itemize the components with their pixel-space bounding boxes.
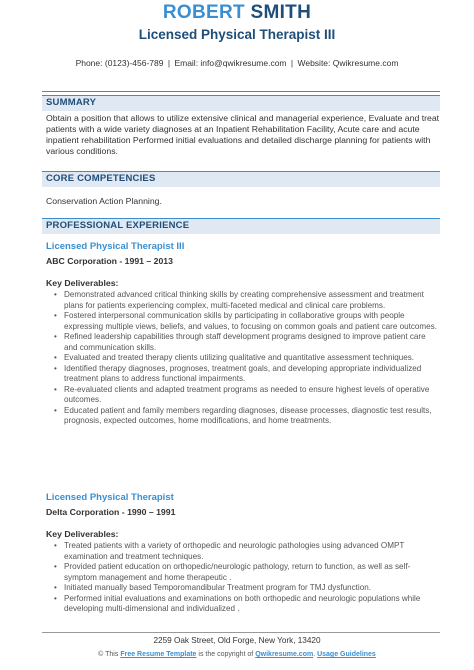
core-competencies-heading xyxy=(42,171,440,187)
list-item: • Re-evaluated clients and adapted treatment programs as needed to ensure highest levels of operative outcomes. xyxy=(46,385,440,406)
job-title: Licensed Physical Therapist xyxy=(46,492,174,503)
header-divider xyxy=(42,91,440,92)
list-item: • Demonstrated advanced critical thinking skills by creating comprehensive assessment and treatment plans for patients experiencing complex, multi-faceted medical and clinical care problems. xyxy=(46,290,440,311)
list-item: • Fostered interpersonal communication skills by participating in collaborative groups with people expressing multiple views, beliefs, and values, to focusing on common goals and patient care outcomes. xyxy=(46,311,440,332)
footer-address: 2259 Oak Street, Old Forge, New York, 13420 xyxy=(153,636,321,645)
job-bullets xyxy=(46,290,440,427)
contact-line xyxy=(0,58,474,69)
last-name: SMITH xyxy=(250,2,312,23)
qwikresume-link[interactable]: Qwikresume.com xyxy=(255,651,314,658)
key-deliverables-label: Key Deliverables: xyxy=(46,278,119,288)
key-deliverables-label: Key Deliverables: xyxy=(46,529,119,539)
list-item: • Identified therapy diagnoses, prognoses, treatment goals, and developing appropriate individualized treatment plans to address functional impairments. xyxy=(46,364,440,385)
candidate-name xyxy=(0,2,474,24)
website: Website: Qwikresume.com xyxy=(297,58,399,68)
summary-heading xyxy=(42,95,440,111)
job-bullets xyxy=(46,541,440,615)
resume-header xyxy=(0,0,474,69)
experience-heading xyxy=(42,218,440,234)
core-competencies-heading-label: CORE COMPETENCIES xyxy=(46,173,156,184)
credit-middle: is the copyright of xyxy=(198,651,254,658)
credit-prefix: © This xyxy=(98,651,119,658)
list-item: • Performed initial evaluations and examinations on both orthopedic and neurologic populations while developing multi-dimensional and individualized . xyxy=(46,594,440,615)
first-name: ROBERT xyxy=(162,2,245,23)
footer-credit: © This Free Resume Template is the copyright of Qwikresume.com. Usage Guidelines xyxy=(98,651,376,658)
summary-heading-label: SUMMARY xyxy=(46,97,97,108)
job-company: Delta Corporation - 1990 – 1991 xyxy=(46,507,176,517)
list-item: • Educated patient and family members regarding diagnoses, disease processes, diagnostic test results, prognosis, expected outcomes, home modifications, and home treatments. xyxy=(46,406,440,427)
list-item: • Refined leadership capabilities through staff development programs designed to improve patient care and communication skills. xyxy=(46,332,440,353)
email: Email: info@qwikresume.com xyxy=(174,58,287,68)
usage-guidelines-link[interactable]: Usage Guidelines xyxy=(317,651,376,658)
contact-separator: | xyxy=(290,58,294,68)
list-item: • Evaluated and treated therapy clients utilizing qualitative and quantitative assessment techniques. xyxy=(46,353,440,364)
list-item: • Provided patient education on orthopedic/neurologic pathology, return to function, as well as self-symptom management and home therapeutic . xyxy=(46,562,440,583)
phone: Phone: (0123)-456-789 xyxy=(75,58,164,68)
footer-divider xyxy=(42,632,440,633)
experience-heading-label: PROFESSIONAL EXPERIENCE xyxy=(46,220,190,231)
job-title: Licensed Physical Therapist III xyxy=(46,241,185,252)
summary-text: Obtain a position that allows to utilize extensive clinical and managerial experience, Evaluate and treat patients with a wide variety diagnoses at an Inpatient Rehabilitation Facility, Acute care and acute inpatient rehabilitation Performed initial evaluations and detailed discharge planning for patients with various conditions. xyxy=(46,113,440,156)
list-item: • Treated patients with a variety of orthopedic and neurologic pathologies using advanced OMPT examination and treatment techniques. xyxy=(46,541,440,562)
contact-separator: | xyxy=(167,58,171,68)
job-company: ABC Corporation - 1991 – 2013 xyxy=(46,256,173,266)
candidate-title: Licensed Physical Therapist III xyxy=(138,27,336,42)
free-resume-template-link[interactable]: Free Resume Template xyxy=(120,651,197,658)
core-competencies-text: Conservation Action Planning. xyxy=(46,196,162,206)
list-item: • Initiated manually based Temporomandibular Treatment program for TMJ dysfunction. xyxy=(46,583,440,594)
